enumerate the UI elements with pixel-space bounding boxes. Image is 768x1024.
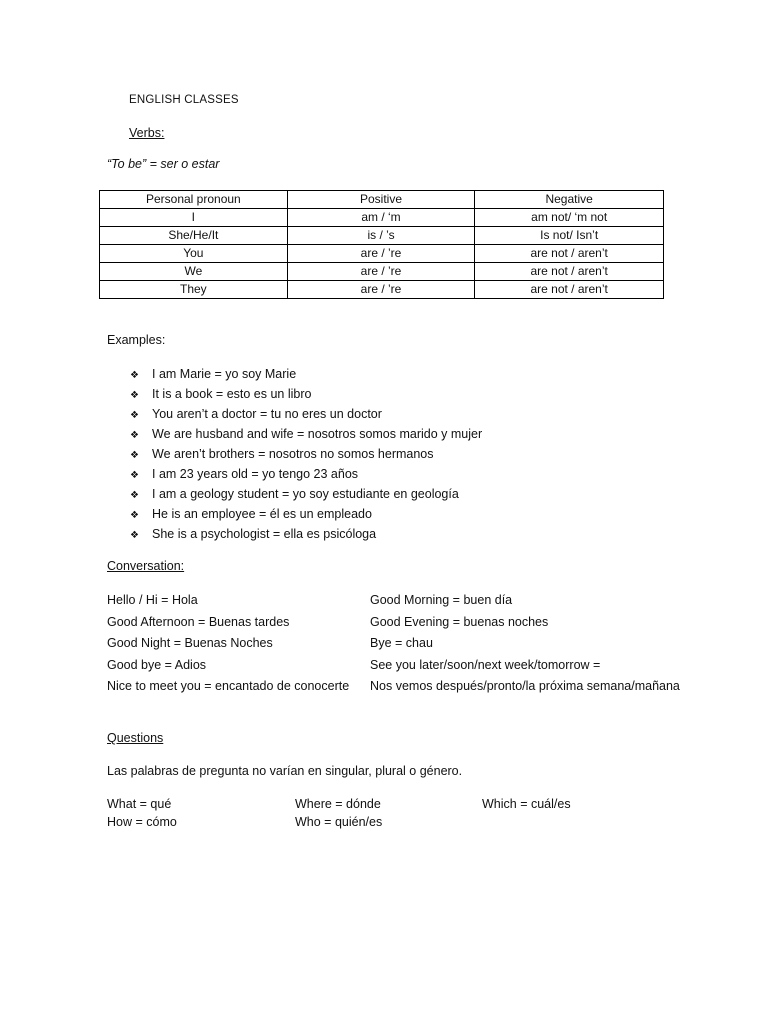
table-cell: Is not/ Isn’t	[475, 227, 664, 245]
table-cell: We	[100, 263, 288, 281]
diamond-bullet-icon: ❖	[130, 410, 139, 421]
table-row	[100, 227, 664, 245]
example-text: He is an employee = él es un empleado	[152, 507, 372, 521]
table-cell: You	[100, 245, 288, 263]
table-cell: are not / aren’t	[475, 263, 664, 281]
example-text: We are husband and wife = nosotros somos marido y mujer	[152, 427, 483, 441]
table-cell: are / ’re	[287, 245, 475, 263]
table-cell: are / ’re	[287, 263, 475, 281]
conversation-phrase: Bye = chau	[370, 636, 433, 650]
conversation-phrase: Good Night = Buenas Noches	[107, 636, 273, 650]
conversation-phrase: Good Evening = buenas noches	[370, 614, 549, 629]
questions-note: Las palabras de pregunta no varían en singular, plural o género.	[107, 764, 463, 778]
example-text: We aren’t brothers = nosotros no somos hermanos	[152, 447, 434, 461]
verb-conjugation-table	[99, 190, 664, 299]
question-word: Where = dónde	[295, 797, 381, 811]
table-header-cell: Positive	[287, 191, 475, 209]
conversation-phrase: Nos vemos después/pronto/la próxima semana/mañana	[370, 679, 680, 693]
table-cell: am not/ ‘m not	[475, 209, 664, 227]
diamond-bullet-icon: ❖	[130, 530, 139, 541]
table-cell: are not / aren’t	[475, 281, 664, 299]
example-text: She is a psychologist = ella es psicóloga	[152, 527, 377, 541]
question-word: Which = cuál/es	[482, 797, 571, 811]
conversation-phrase: Good Afternoon = Buenas tardes	[107, 614, 290, 629]
document-title: ENGLISH CLASSES	[129, 94, 239, 106]
list-item	[130, 486, 482, 506]
examples-list	[130, 366, 482, 546]
diamond-bullet-icon: ❖	[130, 370, 139, 381]
table-cell: is / ’s	[287, 227, 475, 245]
diamond-bullet-icon: ❖	[130, 390, 139, 401]
diamond-bullet-icon: ❖	[130, 470, 139, 481]
example-text: You aren’t a doctor = tu no eres un doctor	[152, 407, 382, 421]
conversation-phrase: See you later/soon/next week/tomorrow =	[370, 657, 601, 672]
conversation-phrase: Hello / Hi = Hola	[107, 593, 198, 607]
question-words-column	[107, 796, 177, 832]
diamond-bullet-icon: ❖	[130, 490, 139, 501]
question-word: Who = quién/es	[295, 815, 383, 829]
examples-heading: Examples:	[107, 333, 166, 347]
table-header-cell: Personal pronoun	[100, 191, 288, 209]
conversation-phrase: Good bye = Adios	[107, 657, 207, 672]
table-row	[100, 263, 664, 281]
list-item	[130, 386, 482, 406]
conversation-column-left	[107, 592, 349, 700]
example-text: I am Marie = yo soy Marie	[152, 367, 297, 381]
table-cell: She/He/It	[100, 227, 288, 245]
conversation-column-right	[370, 592, 680, 700]
questions-heading: Questions	[107, 731, 164, 745]
list-item	[130, 366, 482, 386]
diamond-bullet-icon: ❖	[130, 510, 139, 521]
table-header-cell: Negative	[475, 191, 664, 209]
table-row	[100, 281, 664, 299]
table-cell: They	[100, 281, 288, 299]
list-item	[130, 426, 482, 446]
table-cell: are not / aren’t	[475, 245, 664, 263]
list-item	[130, 526, 482, 546]
question-word: What = qué	[107, 797, 172, 811]
example-text: I am 23 years old = yo tengo 23 años	[152, 467, 359, 481]
table-cell: I	[100, 209, 288, 227]
diamond-bullet-icon: ❖	[130, 430, 139, 441]
example-text: It is a book = esto es un libro	[152, 387, 312, 401]
table-row	[100, 209, 664, 227]
table-row	[100, 245, 664, 263]
list-item	[130, 406, 482, 426]
conversation-phrase: Nice to meet you = encantado de conocerte	[107, 679, 350, 693]
list-item	[130, 466, 482, 486]
list-item	[130, 506, 482, 526]
question-words-column	[295, 796, 382, 832]
table-cell: am / ‘m	[287, 209, 475, 227]
to-be-definition: “To be” = ser o estar	[107, 157, 220, 171]
list-item	[130, 446, 482, 466]
question-word: How = cómo	[107, 815, 177, 829]
diamond-bullet-icon: ❖	[130, 450, 139, 461]
table-header-row	[100, 191, 664, 209]
section-heading-verbs: Verbs:	[129, 126, 165, 140]
example-text: I am a geology student = yo soy estudiante en geología	[152, 487, 459, 501]
table-cell: are / ’re	[287, 281, 475, 299]
conversation-phrase: Good Morning = buen día	[370, 593, 513, 607]
question-words-column	[482, 796, 571, 814]
conversation-heading: Conversation:	[107, 559, 185, 573]
